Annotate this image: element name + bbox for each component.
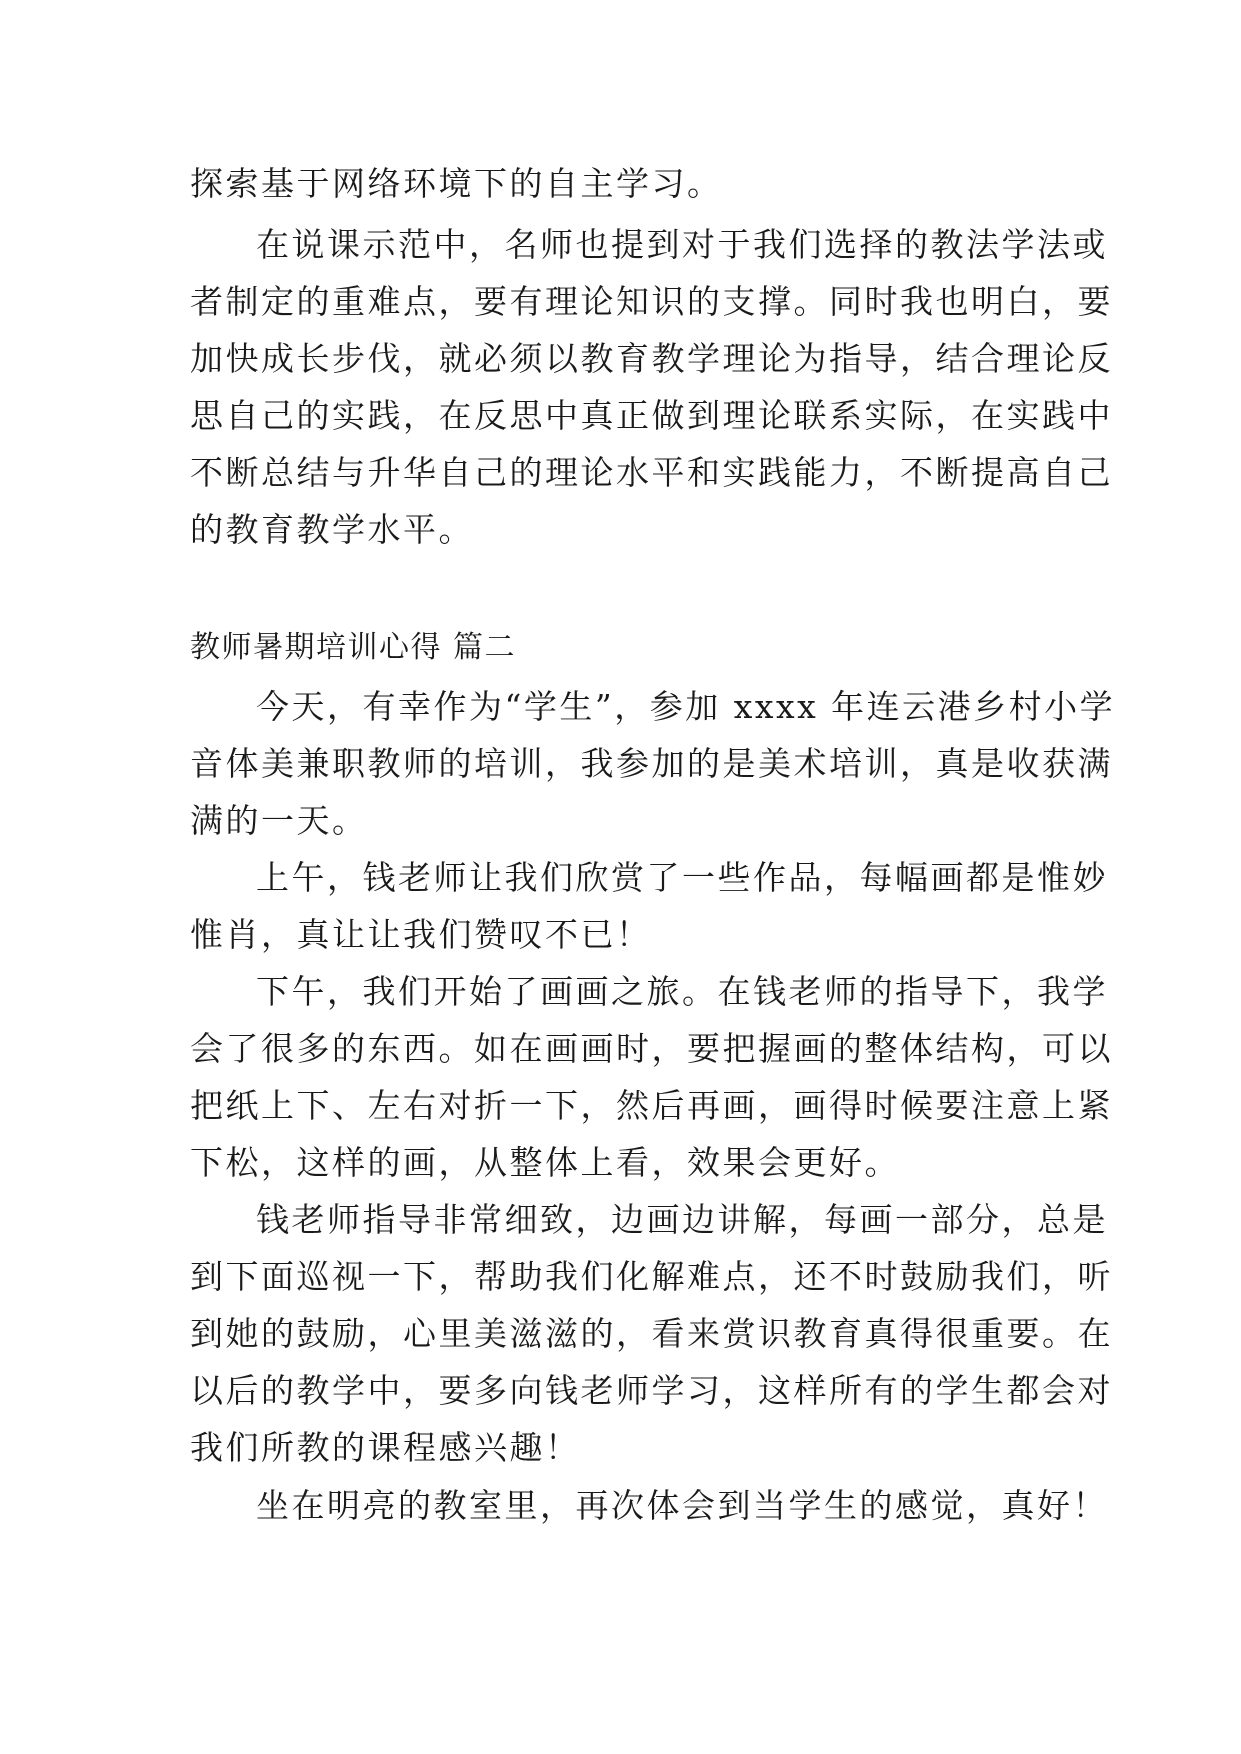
text-line: 音体美兼职教师的培训，我参加的是美术培训，真是收获满 bbox=[190, 744, 1113, 783]
text-line: 今天，有幸作为“学生”，参加 xxxx 年连云港乡村小学 bbox=[256, 687, 1116, 726]
text-line: 钱老师指导非常细致，边画边讲解，每画一部分，总是 bbox=[256, 1200, 1108, 1239]
text-line: 下松，这样的画，从整体上看，效果会更好。 bbox=[190, 1143, 900, 1182]
text-line: 的教育教学水平。 bbox=[190, 510, 474, 549]
text-line: 以后的教学中，要多向钱老师学习，这样所有的学生都会对 bbox=[190, 1371, 1113, 1410]
text-line: 上午，钱老师让我们欣赏了一些作品，每幅画都是惟妙 bbox=[256, 858, 1108, 897]
text-line: 探索基于网络环境下的自主学习。 bbox=[190, 164, 723, 203]
text-line: 把纸上下、左右对折一下，然后再画，画得时候要注意上紧 bbox=[190, 1086, 1113, 1125]
text-line: 加快成长步伐，就必须以教育教学理论为指导，结合理论反 bbox=[190, 339, 1113, 378]
text-line: 在说课示范中，名师也提到对于我们选择的教法学法或 bbox=[256, 225, 1108, 264]
text-line: 下午，我们开始了画画之旅。在钱老师的指导下，我学 bbox=[256, 972, 1108, 1011]
text-line: 思自己的实践，在反思中真正做到理论联系实际，在实践中 bbox=[190, 396, 1113, 435]
section-heading: 教师暑期培训心得 篇二 bbox=[190, 630, 517, 665]
text-line: 我们所教的课程感兴趣！ bbox=[190, 1428, 581, 1467]
text-line: 满的一天。 bbox=[190, 801, 368, 840]
text-line: 到下面巡视一下，帮助我们化解难点，还不时鼓励我们，听 bbox=[190, 1257, 1113, 1296]
text-line: 到她的鼓励，心里美滋滋的，看来赏识教育真得很重要。在 bbox=[190, 1314, 1113, 1353]
text-line: 不断总结与升华自己的理论水平和实践能力，不断提高自己 bbox=[190, 453, 1113, 492]
text-line: 者制定的重难点，要有理论知识的支撑。同时我也明白，要 bbox=[190, 282, 1113, 321]
text-line: 坐在明亮的教室里，再次体会到当学生的感觉，真好！ bbox=[256, 1486, 1108, 1525]
text-line: 惟肖，真让让我们赞叹不已！ bbox=[190, 915, 652, 954]
text-line: 会了很多的东西。如在画画时，要把握画的整体结构，可以 bbox=[190, 1029, 1113, 1068]
